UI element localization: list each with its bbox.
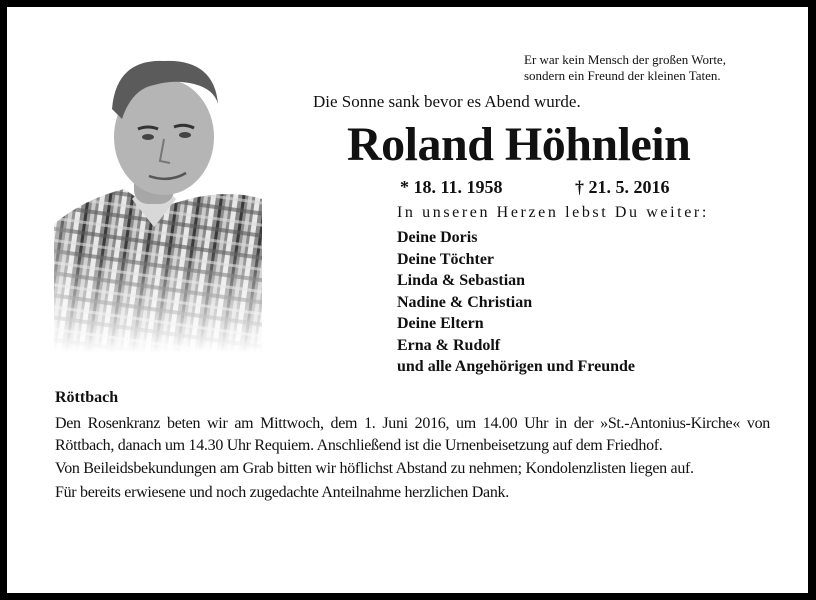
deceased-name: Roland Höhnlein: [347, 118, 691, 171]
place-name: Röttbach: [55, 389, 119, 406]
paragraph-condolences: Von Beileidsbekundungen am Grab bitten wir höflichst Abstand zu nehmen; Kondolenzlisten liegen auf.: [55, 460, 694, 477]
paragraph-service: Den Rosenkranz beten wir am Mittwoch, dem 1. Juni 2016, um 14.00 Uhr in der »St.-Antonius-Kirche« von Röttbach, danach um 14.30 Uhr Requiem. Anschließend ist die Urnenbeisetzung auf dem Friedhof.: [55, 415, 770, 454]
mourner: Linda & Sebastian: [397, 272, 526, 289]
mourner: Deine Eltern: [397, 315, 484, 332]
paragraph-thanks: Für bereits erwiesene und noch zugedachte Anteilnahme herzlichen Dank.: [55, 483, 509, 501]
mourners-list: [397, 227, 635, 378]
portrait-photo: [54, 49, 262, 369]
motto: Die Sonne sank bevor es Abend wurde.: [313, 92, 581, 111]
obituary-notice: [7, 7, 808, 593]
quote-line: Er war kein Mensch der großen Worte,: [524, 52, 726, 67]
service-details: [55, 413, 770, 505]
mourner: Nadine & Christian: [397, 293, 533, 311]
mourner: Erna & Rudolf: [397, 336, 501, 354]
death-date: † 21. 5. 2016: [575, 177, 670, 197]
portrait-image: [54, 49, 262, 369]
mourner: Deine Doris: [397, 229, 478, 246]
remembrance-line: In unseren Herzen lebst Du weiter:: [397, 204, 709, 221]
mourner: und alle Angehörigen und Freunde: [397, 358, 635, 375]
quote: [524, 52, 726, 84]
quote-line: sondern ein Freund der kleinen Taten.: [524, 68, 721, 83]
birth-date: * 18. 11. 1958: [400, 177, 503, 197]
mourner: Deine Töchter: [397, 250, 495, 268]
